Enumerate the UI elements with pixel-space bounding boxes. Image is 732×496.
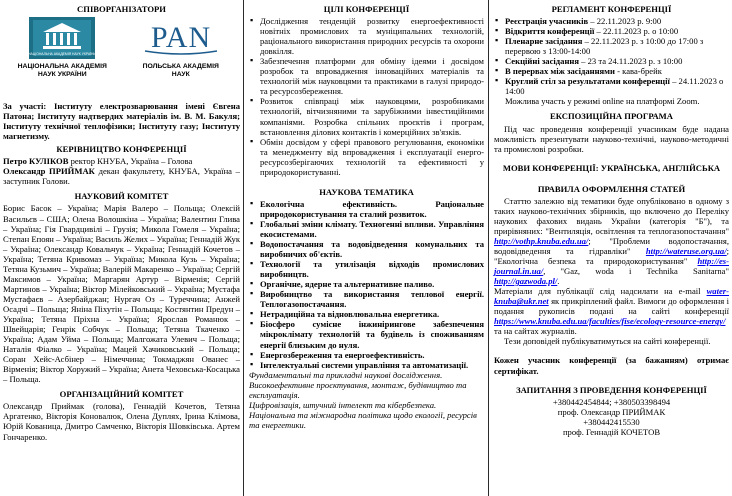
topic-item: ▪ Глобальні зміни клімату. Техногенні впливи. Управління екосистемами. [249, 219, 484, 239]
pan-logo-text: PAN [150, 21, 211, 55]
journal-link-vothp[interactable]: http://vothp.knuba.edu.ua/ [494, 235, 589, 246]
leader1-role: ректор КНУБА, Україна – Голова [68, 156, 193, 167]
nas-ukraine-logo [29, 17, 95, 59]
rules-paragraph-1: Статтю залежно від тематики буде опубліковано в одному з таких науково-технічних збірників, що включено до Переліку наукових фахових видань України (категорія "Б"), та прирівняних: "Вентиляція, освітлення та теплогазопостачання" http://vothp.knuba.edu.ua/; "Проблеми водопостачання, водовідведення та гідравліки" http://waterusе.org.ua/; "Екологічна безпека та природокористування" http://es-journal.in.ua/, "Gaz, woda i Technika Sanitarna" http://gazwoda.pl/. [494, 195, 729, 287]
regulation-item: ▪ Круглий стіл за результатами конференції – 24.11.2023 о 14:00 [494, 76, 729, 96]
right-column [490, 0, 732, 496]
journal-link-gazwoda[interactable]: http://gazwoda.pl/ [494, 276, 558, 287]
topic-item: ▪ Технології та утилізація відходів промислових виробництв. [249, 259, 484, 279]
science-committee-title: НАУКОВИЙ КОМІТЕТ [74, 191, 169, 202]
certificate-note: Кожен учасник конференції (за бажанням) отримає сертифікат. [494, 355, 729, 376]
journal-link-water[interactable]: http://waterusе.org.ua/ [645, 245, 727, 256]
org-committee-title: ОРГАНІЗАЦІЙНИЙ КОМІТЕТ [59, 389, 184, 400]
nas-ukraine-caption: НАЦІОНАЛЬНА АКАДЕМІЯ НАУК УКРАЇНИ [17, 63, 107, 78]
leader1-name: Петро КУЛІКОВ [3, 156, 69, 167]
note-fundamental: Фундаментальні та прикладні наукові дослідження. Високоефективне проєктування, монтаж, будівництво та експлуатація. [249, 369, 467, 400]
leaders-title: КЕРІВНИЦТВО КОНФЕРЕНЦІЇ [56, 144, 187, 155]
contacts-title: ЗАПИТАННЯ З ПРОВЕДЕННЯ КОНФЕРЕНЦІЇ [516, 384, 707, 395]
leader2-name: Олександр ПРИЙМАК [3, 166, 95, 177]
contact-person-1: проф. Олександр ПРИЙМАК [557, 406, 666, 417]
regulation-item: ▪ Відкриття конференції – 22.11.2023 р. о 10:00 [494, 26, 729, 36]
pan-caption: ПОЛЬСЬКА АКАДЕМІЯ НАУК [142, 63, 219, 78]
participation-text: За участі: Інституту електрозварювання імені Євгена Патона; Інституту надтвердих матеріалів ім. В. М. Бакуля; Інституту технічної теплофізики; Інституту газу; Інституту магнетизму. [3, 101, 240, 142]
pan-logo [139, 17, 223, 59]
goal-item: ▪ Дослідження тенденцій розвитку енергоефективності новітніх промислових та муніципальних технологій, раціонального використання природних ресурсів та охорони довкілля. [249, 16, 484, 56]
leaders-text [3, 156, 240, 186]
topic-item: ▪ Органічне, ядерне та альтернативне паливо. [249, 279, 484, 289]
submission-email-link[interactable]: water-knuba@ukr.net [494, 286, 729, 307]
goals-title: ЦІЛІ КОНФЕРЕНЦІЇ [323, 4, 410, 14]
topic-item: ▪ Енергозбереження та енергоефективність. [249, 350, 484, 360]
goal-item: ▪ Розвиток співпраці між науковцями, розробниками технологій, вітчизняними та зарубіжними інвестиційними компаніями. Розробка спільних проєктів і програм, встановлення ділових контактів і комерційних зв'язків. [249, 96, 484, 136]
coorganizers-title: СПІВОРГАНІЗАТОРИ [77, 4, 166, 14]
contact-phones-2: +380442415530 [583, 416, 640, 427]
online-note: Можлива участь у режимі online на платформі Zoom. [505, 96, 700, 107]
topics-list [249, 199, 484, 370]
nas-ukraine-logo-block [16, 17, 108, 79]
goals-list [249, 16, 484, 177]
left-column [0, 0, 244, 496]
topic-item: ▪ Екологічна ефективність. Раціональне природокористування та сталий розвиток. [249, 199, 484, 219]
note-policy: Національна та міжнародна політика щодо екології, ресурсів та енергетики. [249, 409, 477, 430]
topic-item: ▪ Нетрадиційна та відновлювальна енергетика. [249, 309, 484, 319]
topic-item: ▪ Водопостачання та водовідведення комунальних та виробничих об'єктів. [249, 239, 484, 259]
logos-row [3, 17, 240, 101]
org-committee-text: Олександр Приймак (голова), Геннадій Кочетов, Тетяна Аргатенко, Вікторія Коновалюк, Олена Дуплях, Ірина Клімова, Юрій Кованица, Дмитро Самченко, Вікторія Шовківська. Артем Гончаренко. [3, 401, 240, 442]
nas-ukraine-logo-text: НАЦІОНАЛЬНА АКАДЕМІЯ НАУК УКРАЇНИ [29, 52, 96, 57]
journal-link-es[interactable]: http://es-journal.in.ua/ [494, 256, 729, 277]
middle-column [245, 0, 489, 496]
rules-title: ПРАВИЛА ОФОРМЛЕННЯ СТАТЕЙ [537, 183, 686, 194]
goal-item: ▪ Обмін досвідом у сфері правового регулювання, економіки та менеджменту від впровадження і експлуатації енерго- ресурсозберігаючих технологій та ефективності у природокористуванні. [249, 137, 484, 177]
regulation-item: ▪ Секційні засідання – 23 та 24.11.2023 р. з 10:00 [494, 56, 729, 66]
topic-item: ▪ Виробництво та використання теплової енергії. Теплогазопостачання. [249, 289, 484, 309]
rules-paragraph-2: Матеріали для публікації слід надсилати на e-mail water-knuba@ukr.net як прикріплений файл. Вимоги до оформлення і подання рукописів подані на сайті конференції https://www.knuba.edu.ua/faculties/fise/ecology-resource-energy/ та на сайтах журналів. [494, 286, 729, 337]
leader2-role: декан факультету, КНУБА, Україна – заступник Голови. [3, 166, 240, 187]
science-committee-text: Борис Басок – Україна; Марія Валеро – Польща; Олексій Васильєв – США; Олена Волошкіна – Україна; Валентин Глива – Україна; Гія Гвардцивілі – Грузія; Микола Гомеля – Україна; Степан Епоян – Україна; Василь Желих – Україна; Геннадій Жук – Україна; Олександр Ковальчук – Україна; Геннадій Кочетов – Україна; Тетяна Кривомаз – Україна; Микола Кузь – Україна; Тетяна Кузьмич – Україна; Валерій Макаренко – Україна; Сергій Максимов – Україна; Маргарян Артур – Вірменія; Сергій Мартинов – Україна; Віктор Мілейковський – Україна; Мустафа Мустафаєв – Азербайджан; Нургач Оз – Туреччина; Анжей Осадчі – Польща; Яніна Піхутін – Польща; Костянтин Предун – Україна; Тетяна Пріхна – Україна; Ярослав Романюк – Швейцарія; Генрік Собчук – Польща; Тетяна Ткаченко – Україна; Адам Уйма – Польща; Малгожата Улевич – Польща; Наталія Фіалко – Україна; Мацей Хачиковський – Польща; Соран Хейс-Асбінер – Німеччина; Токмаджян Ованес – Вірменія; Віктор Хоружий – Україна; Анета Чеховська-Косацька – Польща. [3, 203, 240, 385]
expo-text: Під час проведення конференції учасникам буде надана можливість презентувати науково-технічні, науково-методичні та промислові розробки. [494, 123, 729, 154]
note-digital: Цифровізація, штучний інтелект та кібербезпека. [249, 399, 437, 410]
topic-item: ▪ Біосферо сумісне інжинірингове забезпечення мікроклімату технологій та будівель із споживанням енергії близьким до нуля. [249, 319, 484, 349]
regulation-item: ▪ Пленарне засідання – 22.11.2023 р. з 10:00 до 17:00 з перервою з 13:00-14:00 [494, 36, 729, 56]
contact-person-2: проф. Геннадій КОЧЕТОВ [562, 426, 661, 437]
pan-logo-block [135, 17, 227, 79]
goal-item: ▪ Забезпечення платформи для обміну ідеями і досвідом розробок та впровадження інноваційних матеріалів та технологій між науковцями та практиками в галузі природо- та ресурсозбереження. [249, 56, 484, 96]
rules-paragraph-3: Тези доповідей публікуватимуться на сайті конференції. [504, 336, 711, 347]
contact-phones-1: +380442454844; +380503398494 [552, 396, 671, 407]
regulations-list [494, 16, 729, 96]
languages-line: МОВИ КОНФЕРЕНЦІЇ: УКРАЇНСЬКА, АНГЛІЙСЬКА [502, 162, 721, 173]
regulation-item: ▪ Реєстрація учасників – 22.11.2023 р. 9:00 [494, 16, 729, 26]
regulations-title: РЕГЛАМЕНТ КОНФЕРЕНЦІЇ [551, 4, 672, 14]
expo-title: ЕКСПОЗИЦІЙНА ПРОГРАМА [549, 111, 673, 122]
conference-site-link[interactable]: https://www.knuba.edu.ua/faculties/fise/ecology-resource-energy/ [494, 316, 726, 327]
topic-item: ▪ Інтелектуальні системи управління та автоматизації. [249, 360, 484, 370]
regulation-item: ▪ В перервах між засіданнями - кава-брейк [494, 66, 729, 76]
topics-title: НАУКОВА ТЕМАТИКА [319, 186, 414, 197]
